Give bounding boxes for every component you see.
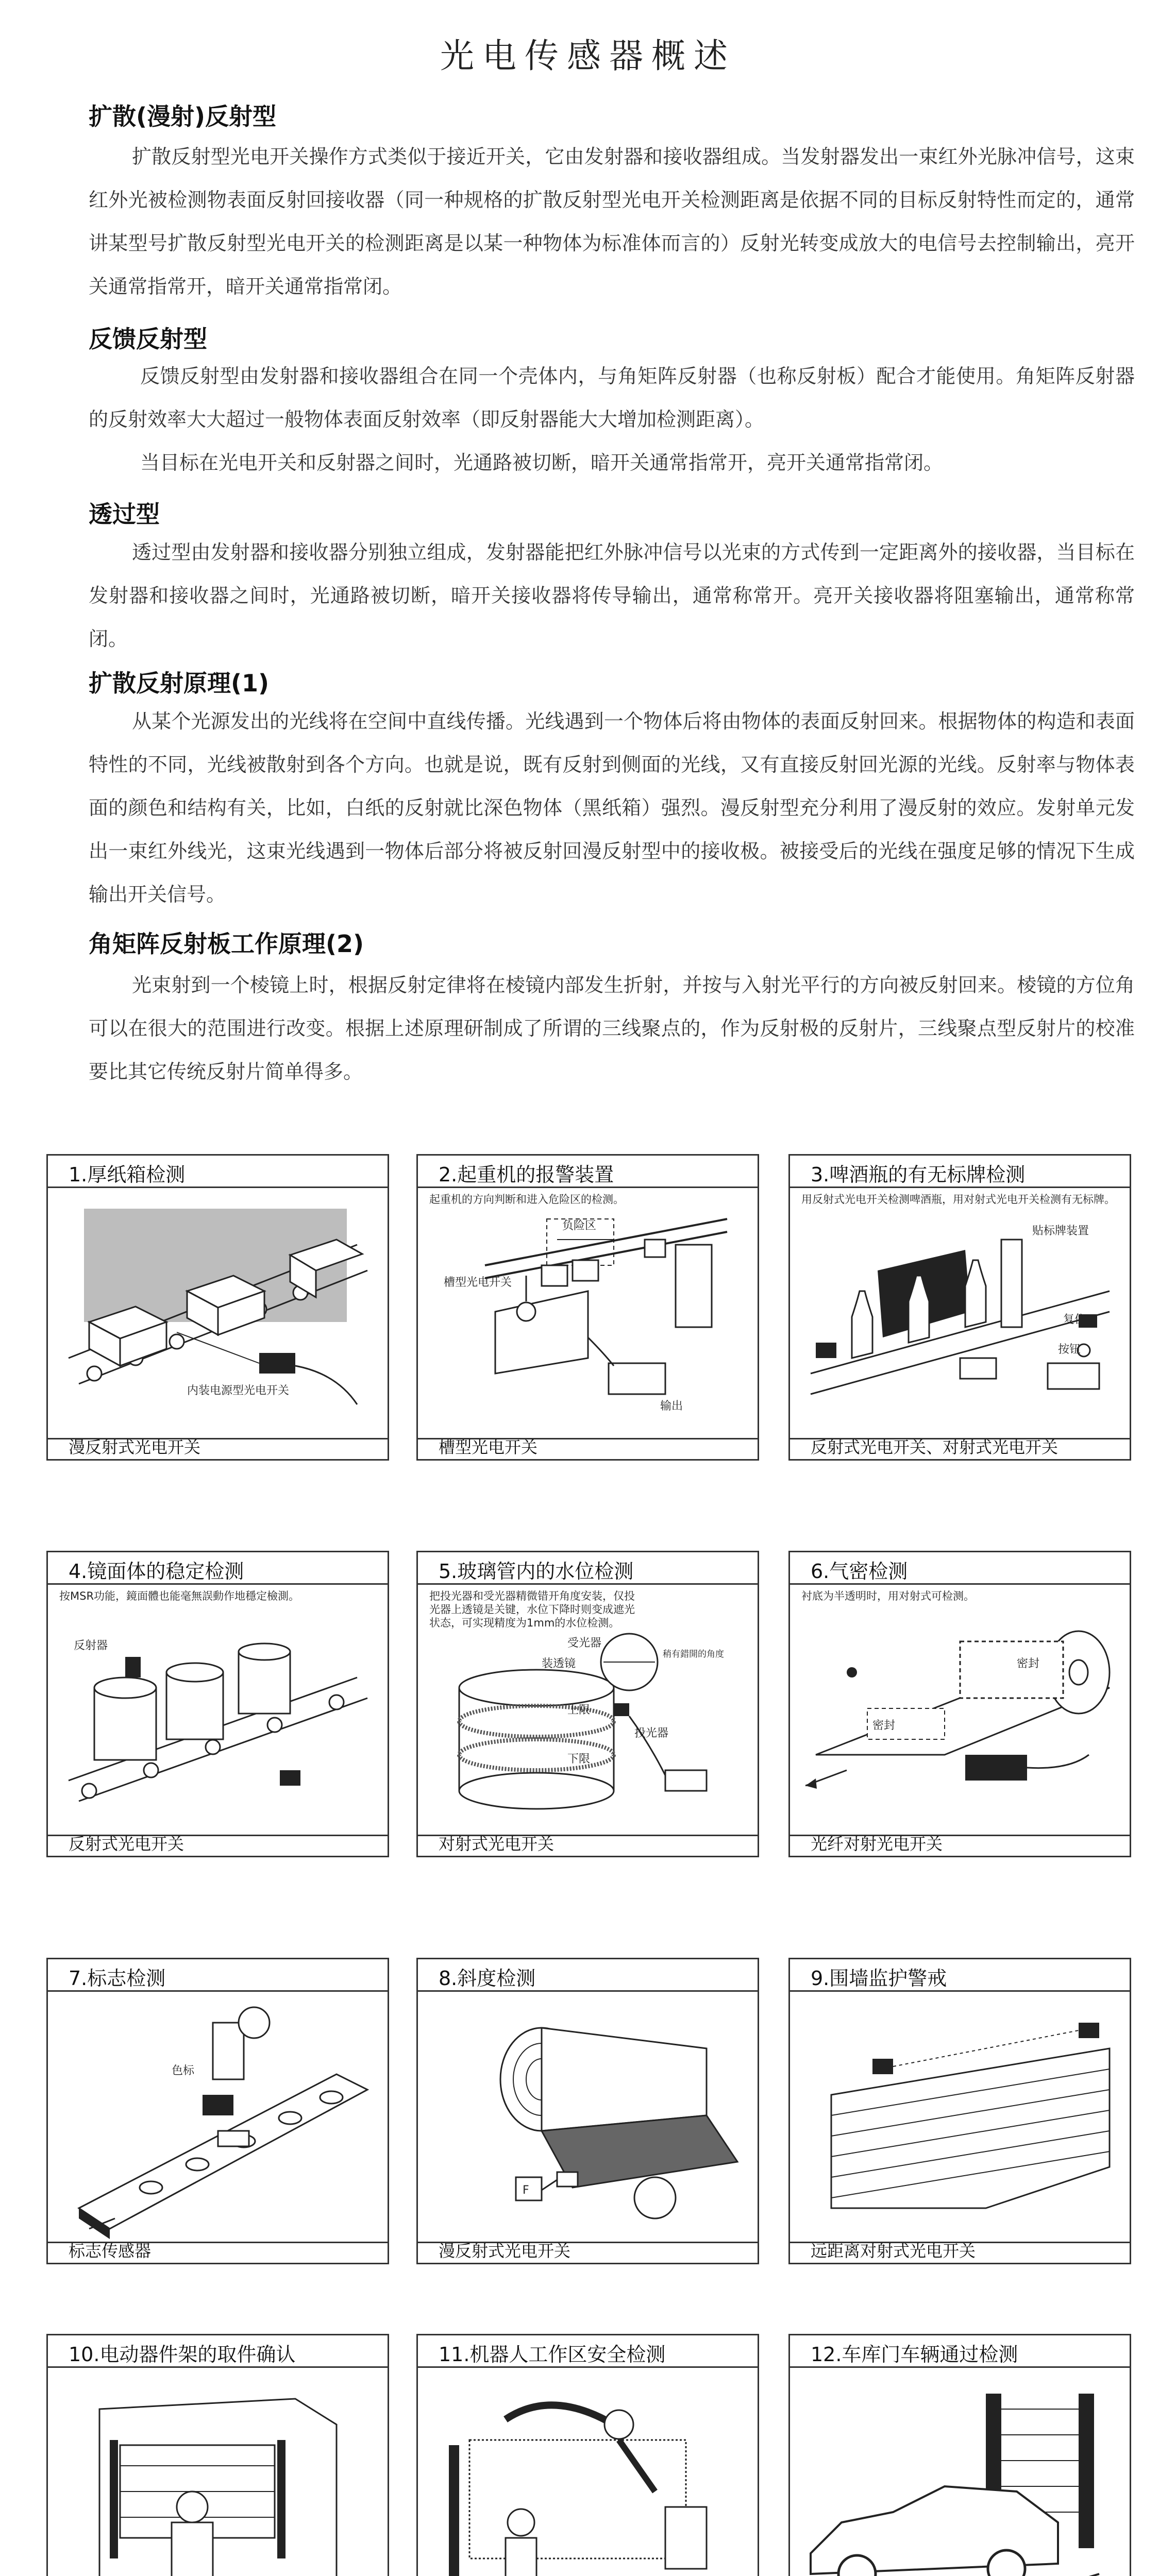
card-title: 6.气密检测: [811, 1560, 908, 1583]
roll-tilt-illustration: [418, 1992, 758, 2243]
card-footer: 标志传感器: [69, 2241, 152, 2261]
card-footer: 反射式光电开关、对射式光电开关: [811, 1437, 1059, 1457]
card-label: 负险区: [562, 1219, 597, 1232]
section-heading-diffuse: 扩散(漫射)反射型: [89, 103, 277, 130]
section-paragraph-through: 透过型由发射器和接收器分别独立组成，发射器能把红外脉冲信号以光束的方式传到一定距离外的接收器，当目标在发射器和接收器之间时，光通路被切断，暗开关接收器将传导输出，通常称常开。亮开关接收器将阻塞输出，通常称常闭。: [89, 541, 1135, 650]
card-note: 把投光器和受光器精微错开角度安装，仅投光器上透镜是关键，水位下降时则变成遮光状态，可实现精度为1mm的水位检测。: [429, 1590, 635, 1629]
card-wall-guard: [788, 1958, 1131, 2264]
card-title: 2.起重机的报警装置: [439, 1163, 614, 1186]
section-paragraph-retro-2: 当目标在光电开关和反射器之间时，光通路被切断，暗开关通常指常开，亮开关通常指常闭。: [140, 451, 944, 474]
robot-zone-illustration: [418, 2368, 758, 2576]
card-title: 9.围墙监护警戒: [811, 1967, 947, 1990]
card-label: 下限: [567, 1753, 591, 1766]
page-title: 光电传感器概述: [440, 36, 736, 76]
card-label: 装透镜: [542, 1657, 576, 1670]
card-title: 3.啤酒瓶的有无标牌检测: [811, 1163, 1026, 1186]
card-label: 反射器: [74, 1639, 108, 1652]
card-title: 4.镜面体的稳定检测: [69, 1560, 244, 1583]
color-mark-illustration: [48, 1992, 388, 2243]
card-label: 槽型光电开关: [444, 1276, 512, 1289]
card-note: 按MSR功能，鏡面體也能毫無誤動作地穩定檢測。: [59, 1590, 300, 1602]
card-tilt-detection: [416, 1958, 759, 2264]
card-beer-bottle-label: [788, 1154, 1131, 1461]
water-tube-illustration: [418, 1585, 758, 1836]
section-paragraph-principle-1: 从某个光源发出的光线将在空间中直线传播。光线遇到一个物体后将由物体的表面反射回来。根据物体的构造和表面特性的不同，光线被散射到各个方向。也就是说，既有反射到侧面的光线，又有直接反射回光源的光线。反射率与物体表面的颜色和结构有关，比如，白纸的反射就比深色物体（黑纸箱）强烈。漫反射型充分利用了漫反射的效应。发射单元发出一束红外线光，这束光线遇到一物体后部分将被反射回漫反射型中的接收极。被接受后的光线在强度足够的情况下生成输出开关信号。: [89, 710, 1135, 906]
card-footer: 反射式光电开关: [69, 1834, 184, 1854]
card-label: 色标: [172, 2064, 195, 2077]
card-label: 上限: [567, 1704, 591, 1717]
mirror-cans-illustration: [48, 1585, 388, 1836]
card-water-level: [416, 1551, 759, 1857]
card-label: 密封: [1017, 1657, 1040, 1670]
section-paragraph-diffuse: 扩散反射型光电开关操作方式类似于接近开关，它由发射器和接收器组成。当发射器发出一束红外光脉冲信号，这束红外光被检测物表面反射回接收器（同一种规格的扩散反射型光电开关检测距离是依据不同的目标反射特性而定的，通常讲某型号扩散反射型光电开关的检测距离是以某一种物体为标准体而言的）反射光转变成放大的电信号去控制输出，亮开关通常指常开，暗开关通常指常闭。: [89, 145, 1135, 298]
card-label: F: [523, 2184, 529, 2197]
card-label: 受光器: [567, 1637, 602, 1650]
card-footer: 漫反射式光电开关: [439, 2241, 571, 2261]
card-title: 7.标志检测: [69, 1967, 166, 1990]
card-label: 投光器: [634, 1727, 669, 1740]
brick-wall-illustration: [790, 1992, 1130, 2243]
card-airtight-detection: [788, 1551, 1131, 1857]
card-carton-detection: [46, 1154, 389, 1461]
card-title: 10.电动器件架的取件确认: [69, 2343, 296, 2366]
card-garage-door: [788, 2334, 1131, 2576]
card-mark-detection: [46, 1958, 389, 2264]
section-heading-principle-2: 角矩阵反射板工作原理(2): [89, 930, 364, 958]
beer-bottle-illustration: [790, 1188, 1130, 1439]
card-title: 5.玻璃管内的水位检测: [439, 1560, 634, 1583]
section-heading-retro: 反馈反射型: [89, 325, 207, 353]
card-footer: 漫反射式光电开关: [69, 1437, 201, 1457]
card-footer: 远距离对射式光电开关: [811, 2241, 976, 2261]
card-label: 贴标牌装置: [1032, 1225, 1089, 1238]
card-footer: 光纤对射光电开关: [811, 1834, 943, 1854]
card-label: 内装电源型光电开关: [187, 1384, 290, 1397]
section-paragraph-principle-2: 光束射到一个棱镜上时，根据反射定律将在棱镜内部发生折射，并按与入射光平行的方向被反射回来。棱镜的方位角可以在很大的范围进行改变。根据上述原理研制成了所谓的三线聚点的，作为反射极的反射片，三线聚点型反射片的校准要比其它传统反射片简单得多。: [89, 974, 1135, 1083]
card-mirror-detection: [46, 1551, 389, 1857]
card-title: 11.机器人工作区安全检测: [439, 2343, 666, 2366]
parts-rack-illustration: [48, 2368, 388, 2576]
card-label: 输出: [660, 1400, 683, 1413]
section-paragraph-retro-1: 反馈反射型由发射器和接收器组合在同一个壳体内，与角矩阵反射器（也称反射板）配合才能使用。角矩阵反射器的反射效率大大超过一般物体表面反射效率（即反射器能大大增加检测距离）。: [89, 365, 1135, 431]
card-parts-rack: [46, 2334, 389, 2576]
card-robot-zone: [416, 2334, 759, 2576]
garage-car-illustration: [790, 2368, 1130, 2576]
card-note: 衬底为半透明时，用对射式可检测。: [801, 1590, 975, 1602]
card-note: 起重机的方向判断和进入危险区的检测。: [429, 1193, 624, 1206]
card-note: 用反射式光电开关检测啤酒瓶，用对射式光电开关检测有无标牌。: [801, 1193, 1115, 1206]
section-heading-principle-1: 扩散反射原理(1): [89, 669, 270, 697]
card-label: 密封: [872, 1719, 896, 1732]
sealed-film-illustration: [790, 1585, 1130, 1836]
card-label: 稍有錯開的角度: [663, 1649, 724, 1659]
card-title: 12.车库门车辆通过检测: [811, 2343, 1018, 2366]
card-label: 复位: [1063, 1313, 1086, 1326]
card-footer: 对射式光电开关: [439, 1834, 555, 1854]
section-heading-through: 透过型: [89, 500, 160, 528]
card-footer: 槽型光电开关: [439, 1437, 538, 1457]
card-title: 8.斜度检测: [439, 1967, 536, 1990]
card-label: 按钮: [1058, 1343, 1081, 1356]
carton-conveyor-illustration: [48, 1188, 388, 1439]
crane-illustration: [418, 1188, 758, 1439]
card-crane-alarm: [416, 1154, 759, 1461]
card-title: 1.厚纸箱检测: [69, 1163, 186, 1186]
